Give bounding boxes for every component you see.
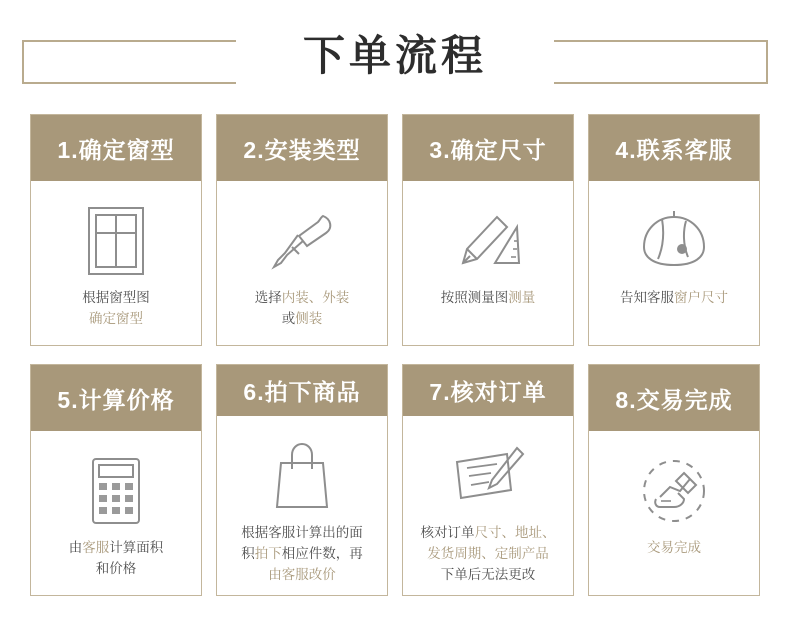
screwdriver-icon xyxy=(263,195,341,287)
caption-text-3: 和价格 xyxy=(95,561,137,576)
caption-text: 告知客服 xyxy=(620,290,674,305)
step-title-5: 5.计算价格 xyxy=(31,365,201,431)
step-caption-1 xyxy=(78,287,154,329)
step-title-6: 6.拍下商品 xyxy=(217,365,387,416)
caption-highlight: 尺寸、地址、 xyxy=(474,525,556,540)
bell-icon xyxy=(631,195,717,287)
caption-text: 由 xyxy=(68,540,83,555)
caption-text: 根据客服计算出的面 xyxy=(241,525,363,540)
step-caption-3 xyxy=(437,287,540,308)
caption-highlight: 确定窗型 xyxy=(89,311,143,326)
step-card-4 xyxy=(588,114,760,346)
sign-document-icon xyxy=(445,430,531,522)
caption-highlight-2: 侧装 xyxy=(295,311,323,326)
step-body-5 xyxy=(31,431,201,595)
step-card-2 xyxy=(216,114,388,346)
step-card-6 xyxy=(216,364,388,596)
step-body-8 xyxy=(589,431,759,595)
step-body-6 xyxy=(217,416,387,595)
caption-highlight: 交易完成 xyxy=(647,540,701,555)
caption-text-2: 或 xyxy=(281,311,296,326)
caption-highlight: 内装、外装 xyxy=(281,290,350,305)
step-caption-8 xyxy=(643,537,705,558)
step-caption-4 xyxy=(616,287,732,308)
step-title-7: 7.核对订单 xyxy=(403,365,573,416)
calculator-icon xyxy=(85,445,147,537)
caption-text-2: 积 xyxy=(241,546,255,561)
step-caption-6 xyxy=(237,522,367,585)
caption-text: 根据窗型图 xyxy=(82,290,150,305)
step-caption-7 xyxy=(417,522,560,585)
step-card-5 xyxy=(30,364,202,596)
step-body-4 xyxy=(589,181,759,345)
step-title-8: 8.交易完成 xyxy=(589,365,759,431)
caption-text: 核对订单 xyxy=(420,525,475,540)
ruler-pencil-icon xyxy=(445,195,531,287)
header xyxy=(22,14,768,106)
step-card-7 xyxy=(402,364,574,596)
step-caption-2 xyxy=(251,287,354,329)
step-title-1: 1.确定窗型 xyxy=(31,115,201,181)
step-card-1 xyxy=(30,114,202,346)
caption-text-3: 相应件数，再 xyxy=(281,546,363,561)
caption-text: 选择 xyxy=(254,290,282,305)
handshake-icon xyxy=(634,445,714,537)
caption-text: 按照测量图 xyxy=(440,290,509,305)
page-title: 下单流程 xyxy=(302,34,487,80)
caption-highlight: 客服 xyxy=(82,540,110,555)
step-card-8 xyxy=(588,364,760,596)
caption-highlight: 测量 xyxy=(508,290,536,305)
step-body-7 xyxy=(403,416,573,595)
step-title-3: 3.确定尺寸 xyxy=(403,115,573,181)
step-body-3 xyxy=(403,181,573,345)
window-icon xyxy=(85,195,147,287)
step-title-4: 4.联系客服 xyxy=(589,115,759,181)
caption-highlight: 拍下 xyxy=(254,546,282,561)
caption-text-2: 计算面积 xyxy=(109,540,164,555)
caption-highlight-2: 发货周期、定制产品 xyxy=(427,546,549,561)
caption-highlight-2: 由客服 xyxy=(268,567,309,582)
caption-highlight-3: 改价 xyxy=(308,567,336,582)
caption-text-2: 下单后无法更改 xyxy=(440,567,536,582)
caption-highlight: 窗户尺寸 xyxy=(674,290,728,305)
step-caption-5 xyxy=(65,537,168,579)
step-body-2 xyxy=(217,181,387,345)
step-card-3 xyxy=(402,114,574,346)
shopping-bag-icon xyxy=(267,430,337,522)
steps-grid xyxy=(30,114,760,596)
step-body-1 xyxy=(31,181,201,345)
step-title-2: 2.安装类型 xyxy=(217,115,387,181)
